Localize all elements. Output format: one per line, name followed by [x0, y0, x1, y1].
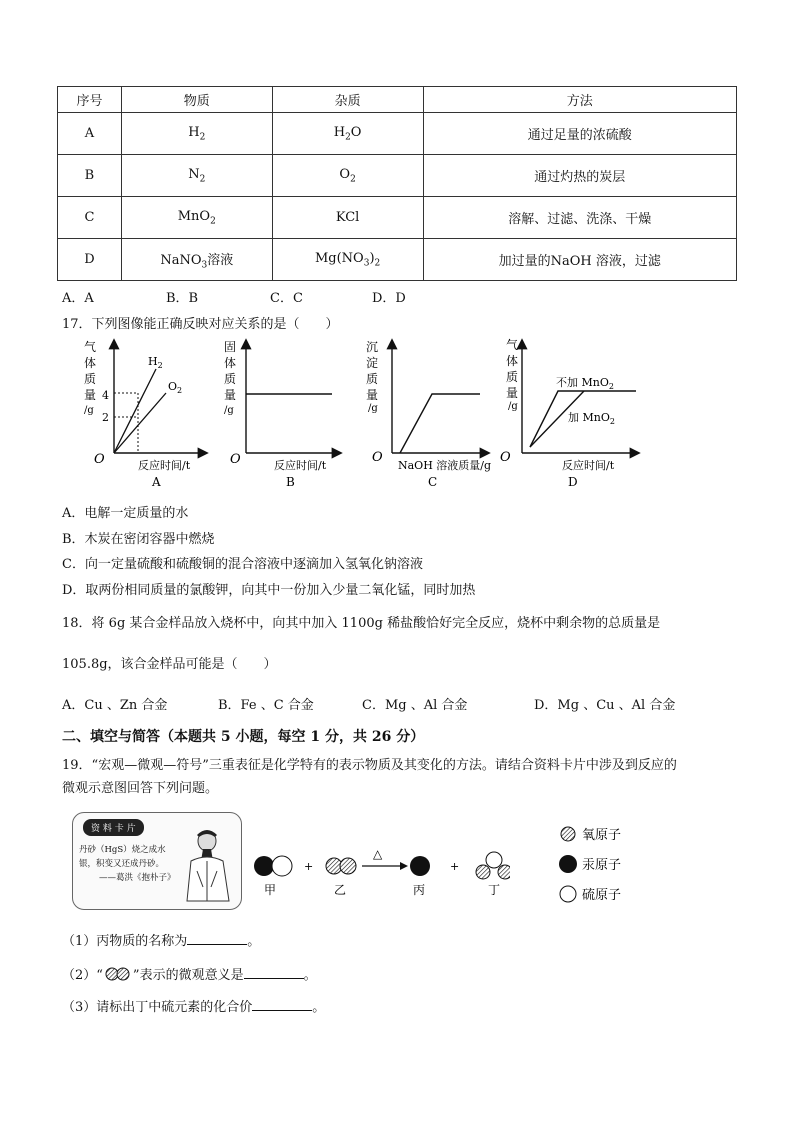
q19-sub3: （3）请标出丁中硫元素的化合价 。: [62, 1000, 326, 1015]
substance-cell: MnO$_2$: [121, 197, 272, 239]
q18-option-c[interactable]: C．Mg 、Al 合金: [362, 698, 468, 713]
plus-sign: +: [304, 860, 314, 873]
plus-sign: +: [450, 860, 460, 873]
q17-option-b[interactable]: B．木炭在密闭容器中燃烧: [62, 532, 215, 547]
q17-option-a[interactable]: A．电解一定质量的水: [62, 506, 189, 521]
table-header: 方法: [423, 87, 736, 113]
graph-c-line: [400, 394, 480, 453]
graph-a-ylabel: 体: [84, 356, 97, 370]
graph-b-ylabel: 量: [224, 388, 237, 402]
graph-a-caption: A: [152, 475, 161, 489]
answer-blank[interactable]: [252, 998, 312, 1011]
info-card-text: 丹砂（HgS）烧之成水 银，积变又还成丹砂。 ——葛洪《抱朴子》: [79, 845, 176, 883]
graph-d-caption: D: [568, 475, 578, 489]
q19-sub2: （2）“ ”表示的微观意义是 。: [62, 968, 317, 983]
q19-stem-line1: 19．“宏观—微观—符号”三重表征是化学特有的表示物质及其变化的方法。请结合资料卡片中涉及到反应的: [62, 758, 677, 773]
impurity-cell: KCl: [272, 197, 423, 239]
graph-c-ylabel: 质: [366, 372, 379, 386]
oxygen-atom: [340, 858, 356, 874]
table-header: 物质: [121, 87, 272, 113]
mercury-atom: [410, 856, 430, 876]
graph-d-ylabel: 体: [506, 354, 519, 368]
table-header: 序号: [58, 87, 122, 113]
option-a[interactable]: A．A: [62, 291, 94, 306]
method-cell: 通过灼热的炭层: [423, 155, 736, 197]
graph-b-origin: O: [230, 452, 241, 467]
graph-c-ylabel: 淀: [366, 356, 379, 370]
row-id: A: [58, 113, 122, 155]
graph-c-ylabel: 量: [366, 388, 379, 402]
q18-option-b[interactable]: B．Fe 、C 合金: [218, 698, 314, 713]
graph-b-ylabel: /g: [224, 405, 234, 416]
graph-a-o2-label: $O_2$: [168, 380, 183, 395]
row-id: D: [58, 239, 122, 281]
graph-c-xlabel: NaOH 溶液质量/g: [398, 459, 492, 472]
graph-d-xlabel: 反应时间/t: [562, 459, 615, 472]
graph-b-ylabel: 体: [224, 356, 237, 370]
oxygen-molecule-icon: [103, 967, 133, 981]
q18-option-a[interactable]: A．Cu 、Zn 合金: [62, 698, 168, 713]
q18-stem-line1: 18．将 6g 某合金样品放入烧杯中，向其中加入 1100g 稀盐酸恰好完全反应，烧杯中剩余物的总质量是: [62, 616, 661, 631]
substance-cell: $H_2$: [121, 113, 272, 155]
graph-a-tick: 4: [102, 389, 109, 402]
row-id: C: [58, 197, 122, 239]
mercury-atom: [254, 856, 274, 876]
method-cell: 加过量的NaOH 溶液，过滤: [423, 239, 736, 281]
graph-c-origin: O: [372, 450, 383, 465]
graph-a-origin: O: [94, 452, 105, 467]
impurity-cell: $H_2O$: [272, 113, 423, 155]
graph-d-ylabel: 质: [506, 370, 519, 384]
q17-option-d[interactable]: D．取两份相同质量的氯酸钾，向其中一份加入少量二氧化锰，同时加热: [62, 583, 476, 598]
info-card-title: 资 料 卡 片: [83, 819, 144, 836]
label-ding: 丁: [488, 883, 501, 897]
q18-stem-line2: 105.8g，该合金样品可能是（ ）: [62, 657, 277, 672]
graph-a-tick: 2: [102, 411, 109, 424]
oxygen-atom: [498, 865, 510, 879]
legend-mercury: 汞原子: [582, 858, 622, 873]
q17-stem: 17．下列图像能正确反映对应关系的是（ ）: [62, 317, 339, 332]
table-row: [58, 155, 737, 197]
table-row: [58, 197, 737, 239]
graph-c: [366, 340, 491, 489]
table-row: [58, 113, 737, 155]
method-cell: 溶解、过滤、洗涤、干燥: [423, 197, 736, 239]
portrait-icon: [183, 827, 235, 903]
option-b[interactable]: B．B: [166, 291, 199, 306]
graph-d: [500, 337, 638, 489]
graph-b-ylabel: 固: [224, 340, 237, 354]
label-bing: 丙: [413, 883, 426, 897]
graph-c-caption: C: [428, 475, 438, 489]
q17-option-c[interactable]: C．向一定量硫酸和硫酸铜的混合溶液中逐滴加入氢氧化钠溶液: [62, 557, 423, 572]
answer-blank[interactable]: [244, 966, 304, 979]
graph-b: [224, 340, 340, 489]
answer-blank[interactable]: [187, 932, 247, 945]
q19-stem-line2: 微观示意图回答下列问题。: [62, 781, 219, 796]
graph-a-ylabel: 量: [84, 388, 97, 402]
mercury-legend-icon: [559, 855, 577, 873]
graph-a-h2-label: $H_2$: [148, 355, 163, 370]
atom-legend: [556, 820, 646, 910]
sulfur-atom: [272, 856, 292, 876]
substance-cell: NaNO$_3$溶液: [121, 239, 272, 281]
row-id: B: [58, 155, 122, 197]
graph-d-origin: O: [500, 450, 511, 465]
graph-b-ylabel: 质: [224, 372, 237, 386]
label-yi: 乙: [334, 883, 347, 897]
graph-a-xlabel: 反应时间/t: [138, 459, 191, 472]
substance-cell: $N_2$: [121, 155, 272, 197]
graph-d-ylabel: 气: [506, 338, 519, 352]
option-c[interactable]: C．C: [270, 291, 303, 306]
q18-option-d[interactable]: D．Mg 、Cu 、Al 合金: [534, 698, 676, 713]
graph-c-ylabel: /g: [368, 403, 378, 414]
graph-d-label-catalyst: 加 MnO$_2$: [568, 411, 615, 426]
table-header-row: [58, 87, 737, 113]
graph-a-ylabel: 气: [84, 340, 97, 354]
graph-d-ylabel: /g: [508, 401, 518, 412]
info-card: [72, 812, 242, 910]
q17-graphs: [78, 335, 648, 495]
graph-a-ylabel: 质: [84, 372, 97, 386]
oxygen-atom: [476, 865, 490, 879]
sulfur-legend-icon: [560, 886, 576, 902]
graph-a-ylabel: /g: [84, 405, 94, 416]
table-header: 杂质: [272, 87, 423, 113]
graph-c-ylabel: 沉: [366, 340, 379, 354]
sulfur-atom: [486, 852, 502, 868]
q19-sub1: （1）丙物质的名称为 。: [62, 934, 261, 949]
option-d[interactable]: D．D: [372, 291, 406, 306]
table-row: [58, 239, 737, 281]
legend-sulfur: 硫原子: [582, 888, 622, 903]
graph-b-xlabel: 反应时间/t: [274, 459, 327, 472]
impurity-table: [57, 86, 737, 281]
heat-symbol: △: [373, 847, 383, 861]
section-heading: 二、填空与简答（本题共 5 小题，每空 1 分，共 26 分）: [62, 729, 425, 745]
oxygen-legend-icon: [561, 827, 575, 841]
label-jia: 甲: [264, 883, 277, 897]
graph-a: [84, 339, 206, 489]
graph-d-label-no-catalyst: 不加 MnO$_2$: [556, 376, 614, 391]
legend-oxygen: 氧原子: [582, 828, 622, 843]
graph-b-caption: B: [286, 475, 295, 489]
impurity-cell: $Mg(NO_3)_2$: [272, 239, 423, 281]
reaction-diagram: [250, 830, 510, 902]
impurity-cell: $O_2$: [272, 155, 423, 197]
graph-d-ylabel: 量: [506, 386, 519, 400]
method-cell: 通过足量的浓硫酸: [423, 113, 736, 155]
